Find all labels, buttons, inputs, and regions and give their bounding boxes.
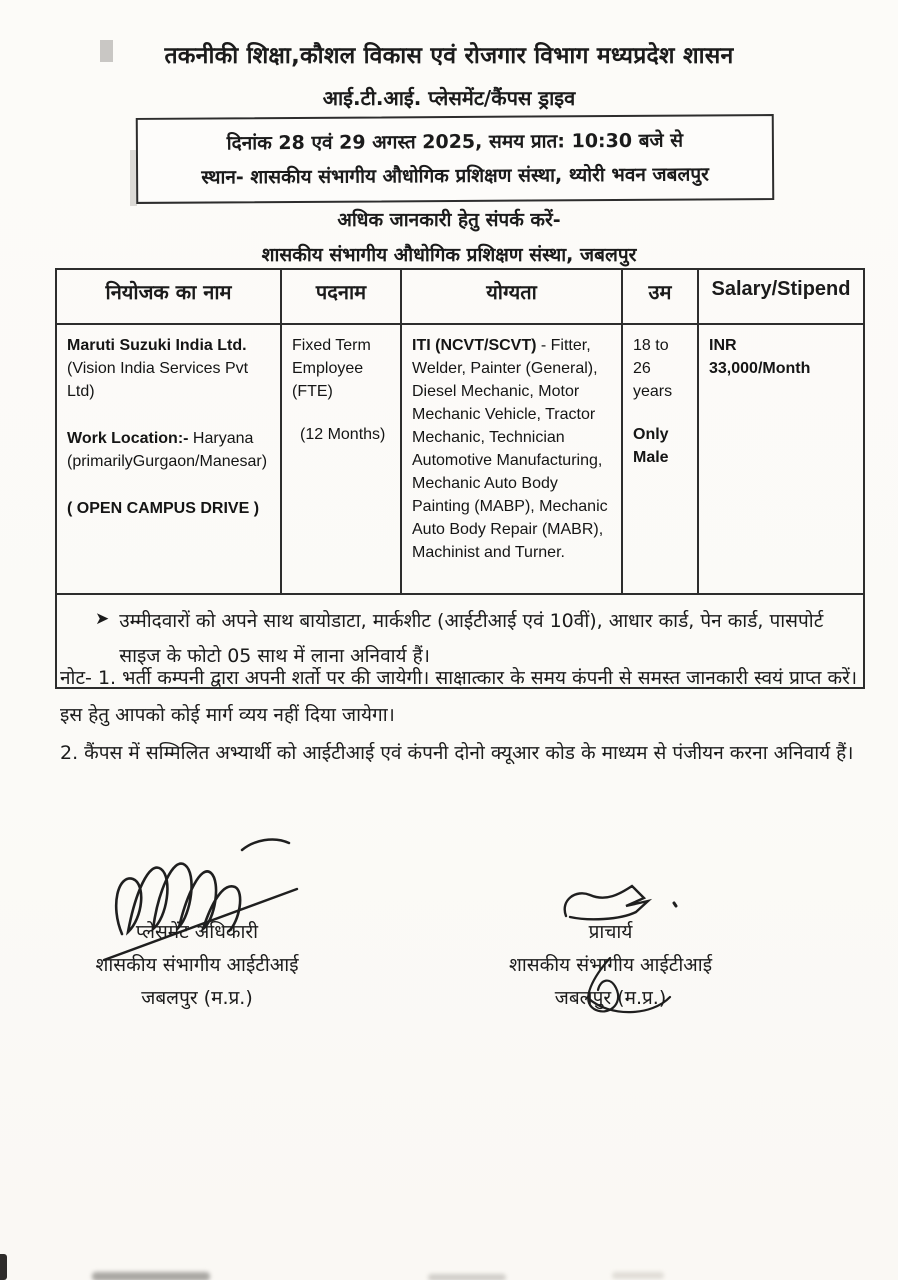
open-campus-drive: ( OPEN CAMPUS DRIVE ) bbox=[67, 500, 260, 517]
work-location bbox=[67, 427, 272, 450]
documents-required-note: उम्मीदवारों को अपने साथ बायोडाटा, मार्कशीट (आईटीआई एवं 10वीं), आधार कार्ड, पेन कार्ड, पासपोर्ट साइज के फोटो 05 साथ में लाना अनिवार्य हैं। bbox=[119, 610, 824, 667]
event-details-box bbox=[136, 114, 775, 204]
right-signatory-role: प्राचार्य bbox=[588, 921, 633, 943]
cell-employer bbox=[56, 324, 281, 594]
contact-institute: शासकीय संभागीय औधोगिक प्रशिक्षण संस्था, जबलपुर bbox=[261, 244, 637, 266]
scan-speck bbox=[100, 40, 113, 62]
page-subtitle: आई.टी.आई. प्लेसमेंट/कैंपस ड्राइव bbox=[322, 86, 576, 110]
qualification-lead: ITI (NCVT/SCVT) bbox=[412, 337, 537, 354]
employer-name: Maruti Suzuki India Ltd. bbox=[67, 337, 247, 354]
spacer bbox=[67, 403, 272, 427]
event-venue: स्थान- शासकीय संभागीय औधोगिक प्रशिक्षण संस्था, थ्योरी भवन जबलपुर bbox=[201, 163, 709, 189]
cell-qualification bbox=[401, 324, 622, 594]
column-header-employer: नियोजक का नाम bbox=[56, 269, 281, 324]
work-location-detail: (primarilyGurgaon/Manesar) bbox=[67, 453, 268, 470]
event-date-time: दिनांक 28 एवं 29 अगस्त 2025, समय प्रात: 10:30 बजे से bbox=[226, 129, 684, 155]
right-signatory bbox=[478, 916, 743, 1015]
column-header-qualification: योग्यता bbox=[401, 269, 622, 324]
arrow-bullet-icon: ➤ bbox=[95, 609, 110, 629]
scan-smudge bbox=[428, 1274, 506, 1280]
right-signatory-place: जबलपुर (म.प्र.) bbox=[554, 987, 667, 1009]
table-row bbox=[56, 324, 864, 594]
qualification-trades: - Fitter, Welder, Painter (General), Diesel Mechanic, Motor Mechanic Vehicle, Tractor Mechanic, Technician Automotive Manufacturing, Mechanic Auto Body Painting (MABP), Mechanic Auto Body Repair (MABR), Machinist and Turner. bbox=[412, 337, 608, 561]
work-location-value: Haryana bbox=[188, 430, 254, 447]
age-range: 18 to 26 years bbox=[633, 337, 673, 400]
scan-smudge bbox=[612, 1272, 664, 1279]
column-header-age: उम bbox=[622, 269, 698, 324]
notes-section bbox=[60, 660, 860, 773]
work-location-label: Work Location:- bbox=[67, 430, 189, 447]
spacer bbox=[292, 403, 392, 423]
designation-duration: (12 Months) bbox=[300, 426, 386, 443]
left-signatory-place: जबलपुर (म.प्र.) bbox=[141, 987, 253, 1009]
right-signatory-org: शासकीय संभागीय आईटीआई bbox=[508, 954, 713, 976]
designation-title: Fixed Term Employee (FTE) bbox=[292, 337, 371, 400]
page-title: तकनीकी शिक्षा,कौशल विकास एवं रोजगार विभाग मध्यप्रदेश शासन bbox=[164, 43, 734, 69]
cell-designation bbox=[281, 324, 401, 594]
column-header-salary: Salary/Stipend bbox=[698, 269, 864, 324]
note-1: नोट- 1. भर्ती कम्पनी द्वारा अपनी शर्तो पर की जायेगी। साक्षात्कार के समय कंपनी से समस्त जानकारी स्वयं प्राप्त करें। इस हेतु आपको कोई मार्ग व्यय नहीं दिया जायेगा। bbox=[60, 667, 858, 726]
note-2: 2. कैंपस में सम्मिलित अभ्यार्थी को आईटीआई एवं कंपनी दोनो क्यूआर कोड के माध्यम से पंजीयन करना अनिवार्य हैं। bbox=[60, 742, 854, 764]
left-signatory-role: प्लेसमेंट अधिकारी bbox=[135, 921, 259, 943]
cell-salary bbox=[698, 324, 864, 594]
contact-heading: अधिक जानकारी हेतु संपर्क करें- bbox=[337, 209, 561, 231]
spacer bbox=[67, 473, 272, 497]
salary-amount: 33,000/Month bbox=[709, 360, 811, 377]
gender-requirement: Only Male bbox=[633, 426, 669, 466]
left-signatory-org: शासकीय संभागीय आईटीआई bbox=[95, 954, 299, 976]
scan-edge-mark bbox=[0, 1254, 7, 1280]
scan-smudge bbox=[92, 1272, 210, 1280]
placement-table bbox=[55, 268, 865, 689]
table-header-row bbox=[56, 269, 864, 324]
employer-subname: (Vision India Services Pvt Ltd) bbox=[67, 360, 249, 400]
cell-age bbox=[622, 324, 698, 594]
spacer bbox=[633, 403, 689, 423]
column-header-designation: पदनाम bbox=[281, 269, 401, 324]
left-signatory bbox=[62, 916, 332, 1015]
salary-currency: INR bbox=[709, 337, 737, 354]
